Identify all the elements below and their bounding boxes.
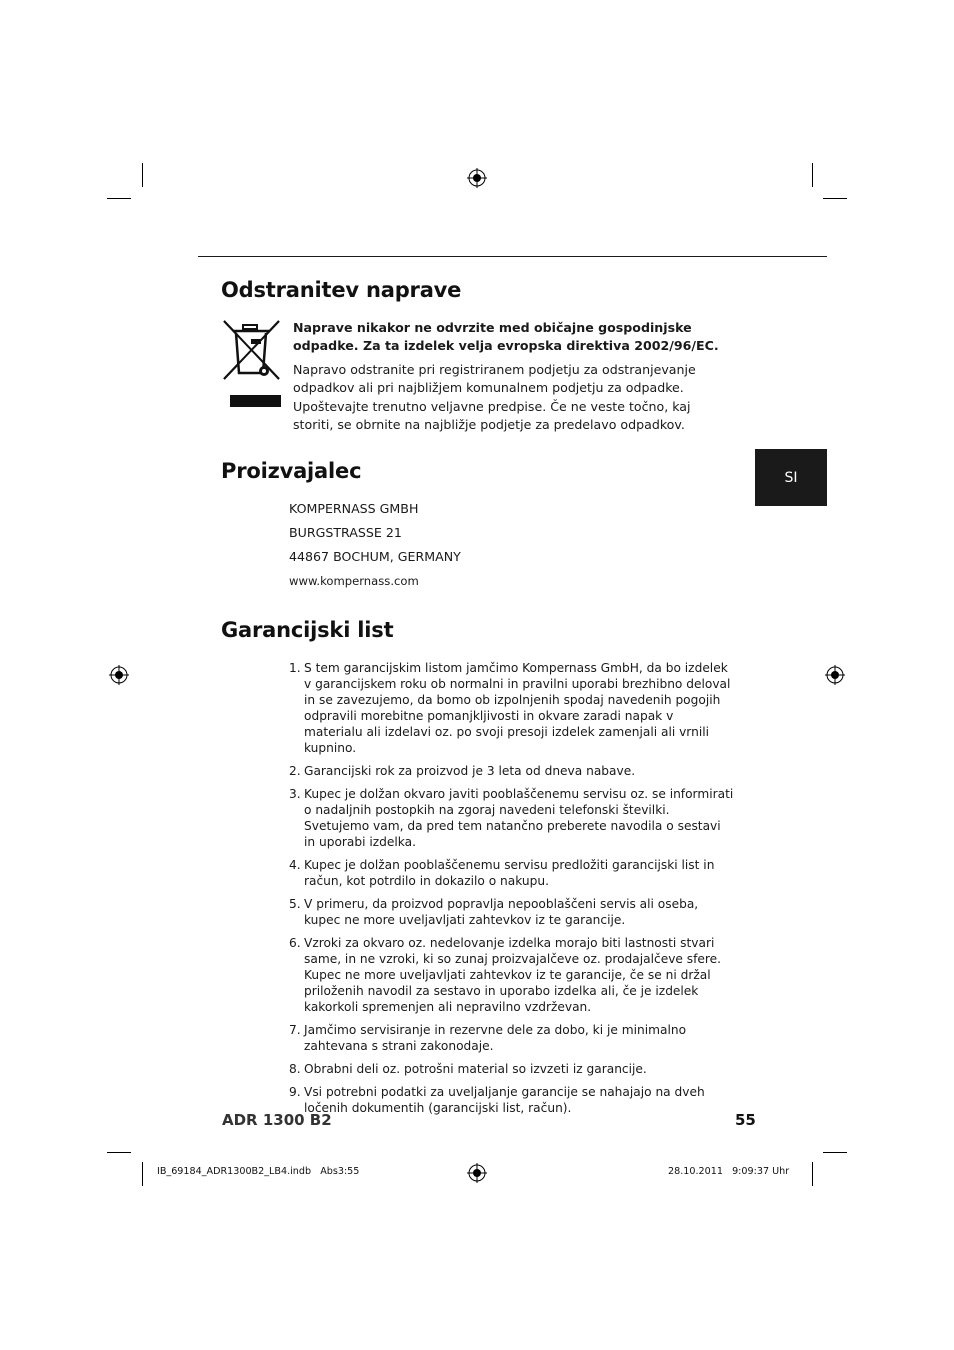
list-item-number: 5. <box>289 897 301 911</box>
crossed-out-wheelie-bin-icon <box>221 319 283 409</box>
crop-mark <box>107 198 131 199</box>
crop-mark <box>812 1162 813 1186</box>
list-item-text: V primeru, da proizvod popravlja nepooblaščeni servis ali oseba, kupec ne more uveljavljati zahtevkov iz te garancije. <box>304 897 699 927</box>
disposal-body: Napravo odstranite pri registriranem podjetju za odstranjevanje odpadkov ali pri najbližjem komunalnem podjetju za odpadke. Upoštevajte trenutno veljavne predpise. Če ne veste točno, kaj storiti, se obrnite na najbližje podjetje za predelavo odpadkov. <box>293 362 696 432</box>
list-item-number: 6. <box>289 936 301 950</box>
list-item-number: 1. <box>289 661 301 675</box>
language-tab: SI <box>755 449 827 506</box>
disposal-warning: Naprave nikakor ne odvrzite med običajne gospodinjske odpadke. Za ta izdelek velja evropska direktiva 2002/96/EC. <box>293 320 719 353</box>
manufacturer-name: KOMPERNASS GMBH <box>289 501 419 516</box>
list-item <box>285 857 735 889</box>
list-item-text: Jamčimo servisiranje in rezervne dele za dobo, ki je minimalno zahtevana s strani zakonodaje. <box>304 1023 687 1053</box>
page-number: 55 <box>735 1111 756 1129</box>
list-item <box>285 1084 735 1116</box>
list-item-number: 4. <box>289 858 301 872</box>
registration-mark-icon <box>825 665 845 685</box>
header-rule <box>198 256 827 257</box>
list-item-text: Vzroki za okvaro oz. nedelovanje izdelka morajo biti lastnosti stvari same, in ne vzroki, ki so zunaj proizvajalčeve oz. prodajalčeve sfere. Kupec ne more uveljavljati zahtevkov iz te garancije, če se ni držal priloženih navodil za sestavo in uporabo izdelka ali, če je izdelek kakorkoli spremenjen ali nepravilno vzdrževan. <box>304 936 722 1014</box>
registration-mark-icon <box>467 1163 487 1183</box>
manufacturer-city: 44867 BOCHUM, GERMANY <box>289 549 461 564</box>
list-item-text: S tem garancijskim listom jamčimo Kompernass GmbH, da bo izdelek v garancijskem roku ob normalni in pravilni uporabi brezhibno deloval in se zavezujemo, da bomo ob izpolnjenih spodaj navedenih pogojih odpravili morebitne pomanjkljivosti in okvare zaradi napak v materialu ali izdelavi oz. po svoji presoji izdelek zamenjali ali vrnili kupnino. <box>304 661 731 755</box>
print-timestamp: 28.10.2011 9:09:37 Uhr <box>668 1166 790 1177</box>
list-item-number: 3. <box>289 787 301 801</box>
manufacturer-street: BURGSTRASSE 21 <box>289 525 402 540</box>
list-item <box>285 763 735 779</box>
list-item-text: Vsi potrebni podatki za uveljaljanje garancije se nahajajo na dveh ločenih dokumentih (garancijski list, račun). <box>304 1085 705 1115</box>
file-slug: IB_69184_ADR1300B2_LB4.indb Abs3:55 <box>157 1166 360 1177</box>
list-item-number: 9. <box>289 1085 301 1099</box>
list-item-text: Obrabni deli oz. potrošni material so izvzeti iz garancije. <box>304 1062 647 1076</box>
list-item <box>285 1061 735 1077</box>
footer-model: ADR 1300 B2 <box>222 1111 332 1129</box>
warranty-list <box>285 660 735 1123</box>
list-item <box>285 896 735 928</box>
crop-mark <box>142 163 143 187</box>
list-item-number: 2. <box>289 764 301 778</box>
section-heading-disposal: Odstranitev naprave <box>221 278 462 302</box>
list-item <box>285 786 735 850</box>
list-item-text: Kupec je dolžan okvaro javiti pooblaščenemu servisu oz. se informirati o nadaljnih postopkih na zgoraj navedeni telefonski številki. Svetujemo vam, da pred tem natančno preberete navodila o sestavi in uporabi izdelka. <box>304 787 734 849</box>
list-item <box>285 660 735 756</box>
manufacturer-website: www.kompernass.com <box>289 574 419 588</box>
crop-mark <box>812 163 813 187</box>
crop-mark <box>823 198 847 199</box>
list-item <box>285 1022 735 1054</box>
list-item-number: 7. <box>289 1023 301 1037</box>
list-item-text: Garancijski rok za proizvod je 3 leta od dneva nabave. <box>304 764 636 778</box>
section-heading-warranty: Garancijski list <box>221 618 394 642</box>
section-heading-manufacturer: Proizvajalec <box>221 459 362 483</box>
registration-mark-icon <box>109 665 129 685</box>
crop-mark <box>107 1152 131 1153</box>
crop-mark <box>142 1162 143 1186</box>
list-item-number: 8. <box>289 1062 301 1076</box>
crop-mark <box>823 1152 847 1153</box>
list-item <box>285 935 735 1015</box>
list-item-text: Kupec je dolžan pooblaščenemu servisu predložiti garancijski list in račun, kot potrdilo in dokazilo o nakupu. <box>304 858 715 888</box>
registration-mark-icon <box>467 168 487 188</box>
